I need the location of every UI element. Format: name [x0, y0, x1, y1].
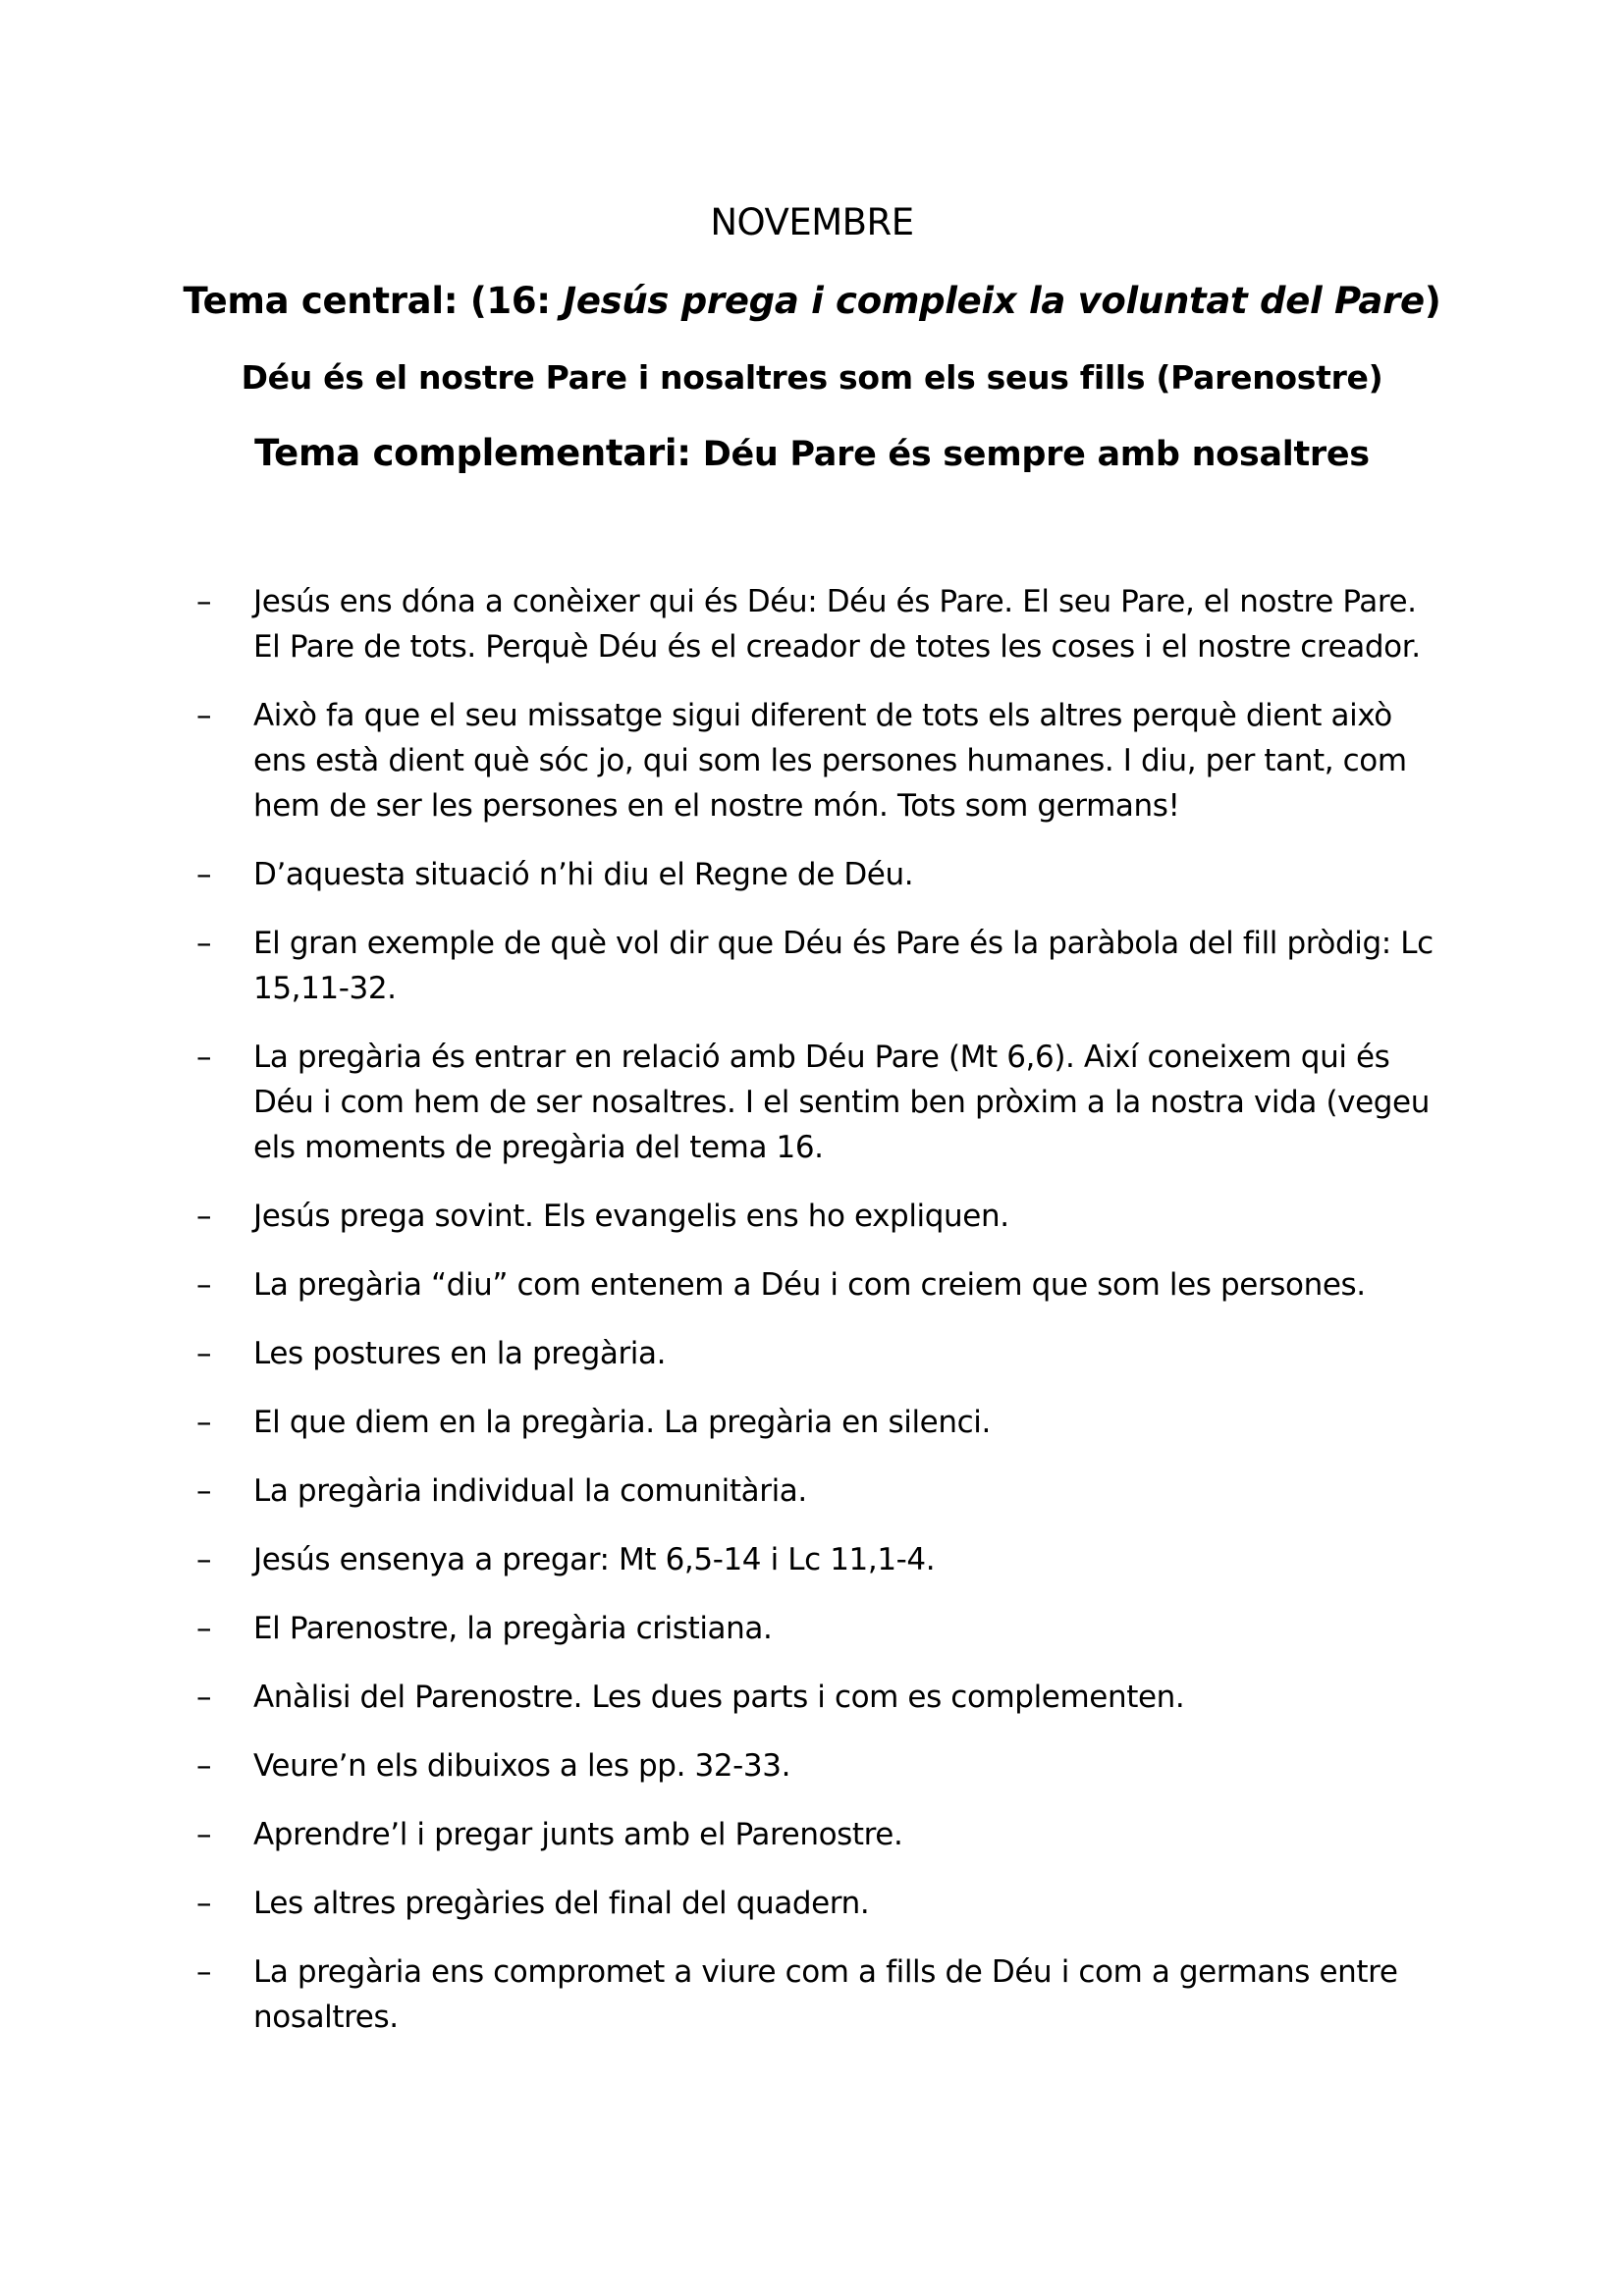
- list-item: [0, 1331, 1441, 1376]
- list-item: [0, 1262, 1441, 1308]
- complementary-theme-heading: [0, 432, 1624, 474]
- list-item: [0, 1468, 1441, 1514]
- bullet-dash: –: [196, 1748, 212, 1784]
- bullet-dash: –: [196, 857, 212, 892]
- bullet-dash: –: [196, 926, 212, 961]
- list-item-text: Les postures en la pregària.: [253, 1336, 667, 1371]
- list-item-text: Jesús ensenya a pregar: Mt 6,5-14 i Lc 11,1-4.: [253, 1542, 936, 1577]
- list-item-text: El que diem en la pregària. La pregària en silenci.: [253, 1405, 991, 1440]
- list-item-text: Les altres pregàries del final del quadern.: [253, 1886, 870, 1921]
- list-item-text: Veure’n els dibuixos a les pp. 32-33.: [253, 1748, 791, 1784]
- bullet-dash: –: [196, 698, 212, 733]
- list-item: [0, 1812, 1441, 1857]
- list-item: [0, 1606, 1441, 1651]
- complementary-theme-label: Tema complementari:: [254, 432, 691, 474]
- topic-list: [0, 579, 1624, 2063]
- list-item-text: Aprendre’l i pregar junts amb el Parenostre.: [253, 1817, 903, 1852]
- list-item: [0, 921, 1441, 1011]
- list-item: [0, 1194, 1441, 1239]
- bullet-dash: –: [196, 1267, 212, 1303]
- complementary-theme-text: Déu Pare és sempre amb nosaltres: [702, 435, 1370, 474]
- list-item-text: La pregària individual la comunitària.: [253, 1473, 807, 1509]
- bullet-dash: –: [196, 1954, 212, 1990]
- list-item: [0, 1035, 1441, 1170]
- list-item: [0, 1949, 1441, 2040]
- bullet-dash: –: [196, 1040, 212, 1075]
- bullet-dash: –: [196, 1817, 212, 1852]
- list-item-text: Això fa que el seu missatge sigui diferent de tots els altres perquè dient això ens està dient què sóc jo, qui som les persones humanes. I diu, per tant, com hem de ser les persones en el nostre món. Tots som germans!: [253, 698, 1407, 824]
- list-item: [0, 1881, 1441, 1926]
- list-item-text: La pregària és entrar en relació amb Déu Pare (Mt 6,6). Així coneixem qui és Déu i com hem de ser nosaltres. I el sentim ben pròxim a la nostra vida (vegeu els moments de pregària del tema 16.: [253, 1040, 1430, 1165]
- list-item: [0, 693, 1441, 828]
- list-item: [0, 1400, 1441, 1445]
- list-item: [0, 852, 1441, 897]
- bullet-dash: –: [196, 1199, 212, 1234]
- list-item-text: El gran exemple de què vol dir que Déu és Pare és la paràbola del fill pròdig: Lc 15,11-32.: [253, 926, 1434, 1006]
- subtitle-heading: Déu és el nostre Pare i nosaltres som els seus fills (Parenostre): [241, 358, 1383, 397]
- central-theme-title: Jesús prega i compleix la voluntat del Pare: [563, 280, 1425, 322]
- bullet-dash: –: [196, 1405, 212, 1440]
- list-item-text: Jesús ens dóna a conèixer qui és Déu: Déu és Pare. El seu Pare, el nostre Pare. El Pare de tots. Perquè Déu és el creador de totes les coses i el nostre creador.: [253, 584, 1421, 665]
- bullet-dash: –: [196, 1336, 212, 1371]
- list-item-text: La pregària ens compromet a viure com a fills de Déu i com a germans entre nosaltres.: [253, 1954, 1398, 2035]
- bullet-dash: –: [196, 1473, 212, 1509]
- list-item: [0, 579, 1441, 669]
- page-title: NOVEMBRE: [710, 201, 914, 243]
- list-item-text: D’aquesta situació n’hi diu el Regne de Déu.: [253, 857, 914, 892]
- bullet-dash: –: [196, 584, 212, 619]
- central-theme-open: (16:: [469, 280, 551, 322]
- list-item: [0, 1537, 1441, 1582]
- bullet-dash: –: [196, 1611, 212, 1646]
- central-theme-close: ): [1424, 280, 1441, 322]
- list-item-text: Jesús prega sovint. Els evangelis ens ho expliquen.: [253, 1199, 1009, 1234]
- list-item-text: Anàlisi del Parenostre. Les dues parts i com es complementen.: [253, 1680, 1185, 1715]
- central-theme-heading: [0, 280, 1624, 322]
- list-item: [0, 1675, 1441, 1720]
- bullet-dash: –: [196, 1680, 212, 1715]
- central-theme-label: Tema central:: [183, 280, 459, 322]
- list-item-text: El Parenostre, la pregària cristiana.: [253, 1611, 773, 1646]
- list-item-text: La pregària “diu” com entenem a Déu i com creiem que som les persones.: [253, 1267, 1366, 1303]
- bullet-dash: –: [196, 1542, 212, 1577]
- bullet-dash: –: [196, 1886, 212, 1921]
- list-item: [0, 1743, 1441, 1789]
